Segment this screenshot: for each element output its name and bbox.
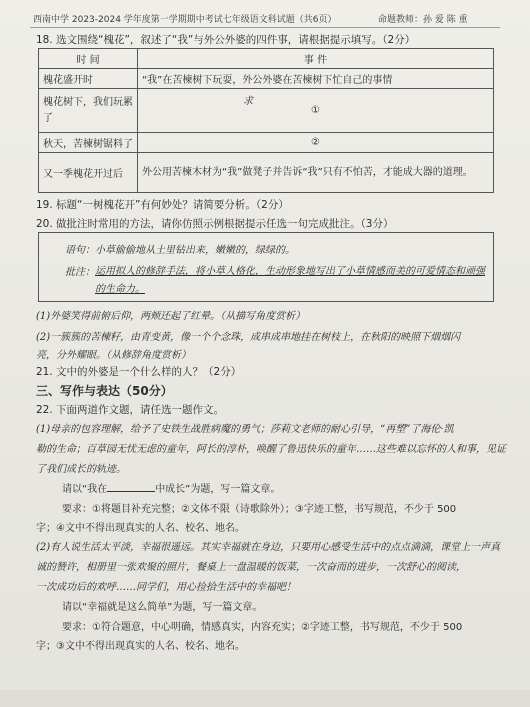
table-cell-event [138,89,494,133]
question-18-prompt: 18. 选文围绕“槐花”，叙述了“我”与外公外婆的四件事，请根据提示填写。（2分） [36,34,416,46]
question-22-prompt: 22. 下面两道作文题，请任选一题作文。 [36,404,225,416]
requirement1-line1: 要求：①将题目补充完整；②文体不限（诗歌除外）；③字迹工整，书写规范，不少于 500 [62,504,457,515]
requirement1-line2: 字；④文中不得出现真实的人名、校名、地名。 [36,523,245,534]
table-cell-event-text: 外公用苦楝木材为“我”做凳子并告诉“我”只有不怕苦，才能成大器的道理。 [142,167,473,178]
table-header-row [39,49,494,69]
table-row [39,133,494,153]
table-cell-time-text: 槐花树下，我们玩累了 [43,96,133,124]
example-note: 运用拟人的修辞手法，将小草人格化，生动形象地写出了小草情感而美的可爱情态和顽强的生命力。 [95,266,485,295]
annotation-item-2-line1: (2)一簇簇的苦楝籽，由青变黄，像一个个念珠，成串成串地挂在树枝上，在秋阳的映照下烟烟闪 [36,332,461,343]
header-divider [30,27,500,28]
handwritten-mark: 求 [243,96,253,107]
table-header-time: 时 间 [39,49,138,69]
table-cell-event [138,153,494,193]
question-20-prompt: 20. 做批注时常用的方法，请你仿照示例根据提示任选一句完成批注。（3分） [36,218,394,230]
section-3-title: 三、写作与表达（50分） [36,384,173,398]
page-bottom-edge [0,690,530,707]
table-cell-time [39,89,138,133]
requirement2-line1: 要求：①符合题意，中心明确，情感真实，内容充实；②字迹工整，书写规范，不少于 500 [62,622,463,633]
annotation-item-2-line2: 亮，分外耀眼。（从修辞角度赏析） [36,350,191,361]
annotation-example-box [38,232,494,302]
prompt2-line1: (2)有人说生活太平淡，幸福很遥远。其实幸福就在身边，只要用心感受生活中的点点滴滴，课堂上一声真 [36,542,501,553]
prompt1-line3: 了我们成长的轨迹。 [36,464,126,475]
annotation-item-1: (1)外婆笑得前俯后仰，两颊还起了红晕。（从描写角度赏析） [36,311,306,322]
prompt2-line3: 一次成功后的欢呼……同学们，用心捡拾生活中的幸福吧！ [36,582,296,593]
task1-text-b: 中成长”为题，写一篇文章。 [155,484,281,495]
events-table [38,48,494,193]
question-21: 21. 文中的外婆是一个什么样的人？（2分） [36,366,242,378]
task1-text-a: 请以“我在 [62,484,108,495]
answer-blank-2[interactable]: ② [138,133,494,153]
answer-blank-1[interactable]: ① [311,105,320,116]
task2-instruction: 请以“幸福就是这么简单”为题，写一篇文章。 [62,602,263,613]
requirement2-line2: 字；③文中不得出现真实的人名、校名、地名。 [36,641,245,652]
example-sentence: 语句：小草偷偷地从土里钻出来，嫩嫩的，绿绿的。 [65,245,295,256]
prompt1-line2: 勒的生命；百草园无忧无虑的童年，阿长的淳朴，唤醒了鲁迅快乐的童年……这些难以忘怀的人和事，见证 [36,444,506,455]
prompt1-line1: (1)母亲的包容理解，给予了史铁生战胜病魔的勇气；莎莉文老师的耐心引导，“再塑”了海伦·凯 [36,424,454,435]
prompt2-line2: 诚的赞许，相册里一张欢聚的照片，餐桌上一盘温暖的饭菜，一次奋而的进步，一次舒心的阅读， [36,562,466,573]
title-blank[interactable] [107,482,155,492]
table-cell-event: “我”在苦楝树下玩耍，外公外婆在苦楝树下忙自己的事情 [138,69,494,89]
table-row [39,153,494,193]
question-19: 19. 标题“一树槐花开”有何妙处？请简要分析。（2分） [36,199,289,211]
task1-instruction [62,480,280,495]
exam-header-author: 命题教师：孙 爱 陈 重 [378,15,468,25]
example-note-label: 批注： [65,267,95,278]
table-cell-time: 又一季槐花开过后 [39,153,138,193]
exam-header-title: 西南中学 2023-2024 学年度第一学期期中考试七年级语文科试题（共6页） [33,15,337,25]
table-header-event: 事 件 [138,49,494,69]
table-cell-time: 槐花盛开时 [39,69,138,89]
table-row [39,89,494,133]
table-cell-time: 秋天，苦楝树锯料了 [39,133,138,153]
table-row [39,69,494,89]
